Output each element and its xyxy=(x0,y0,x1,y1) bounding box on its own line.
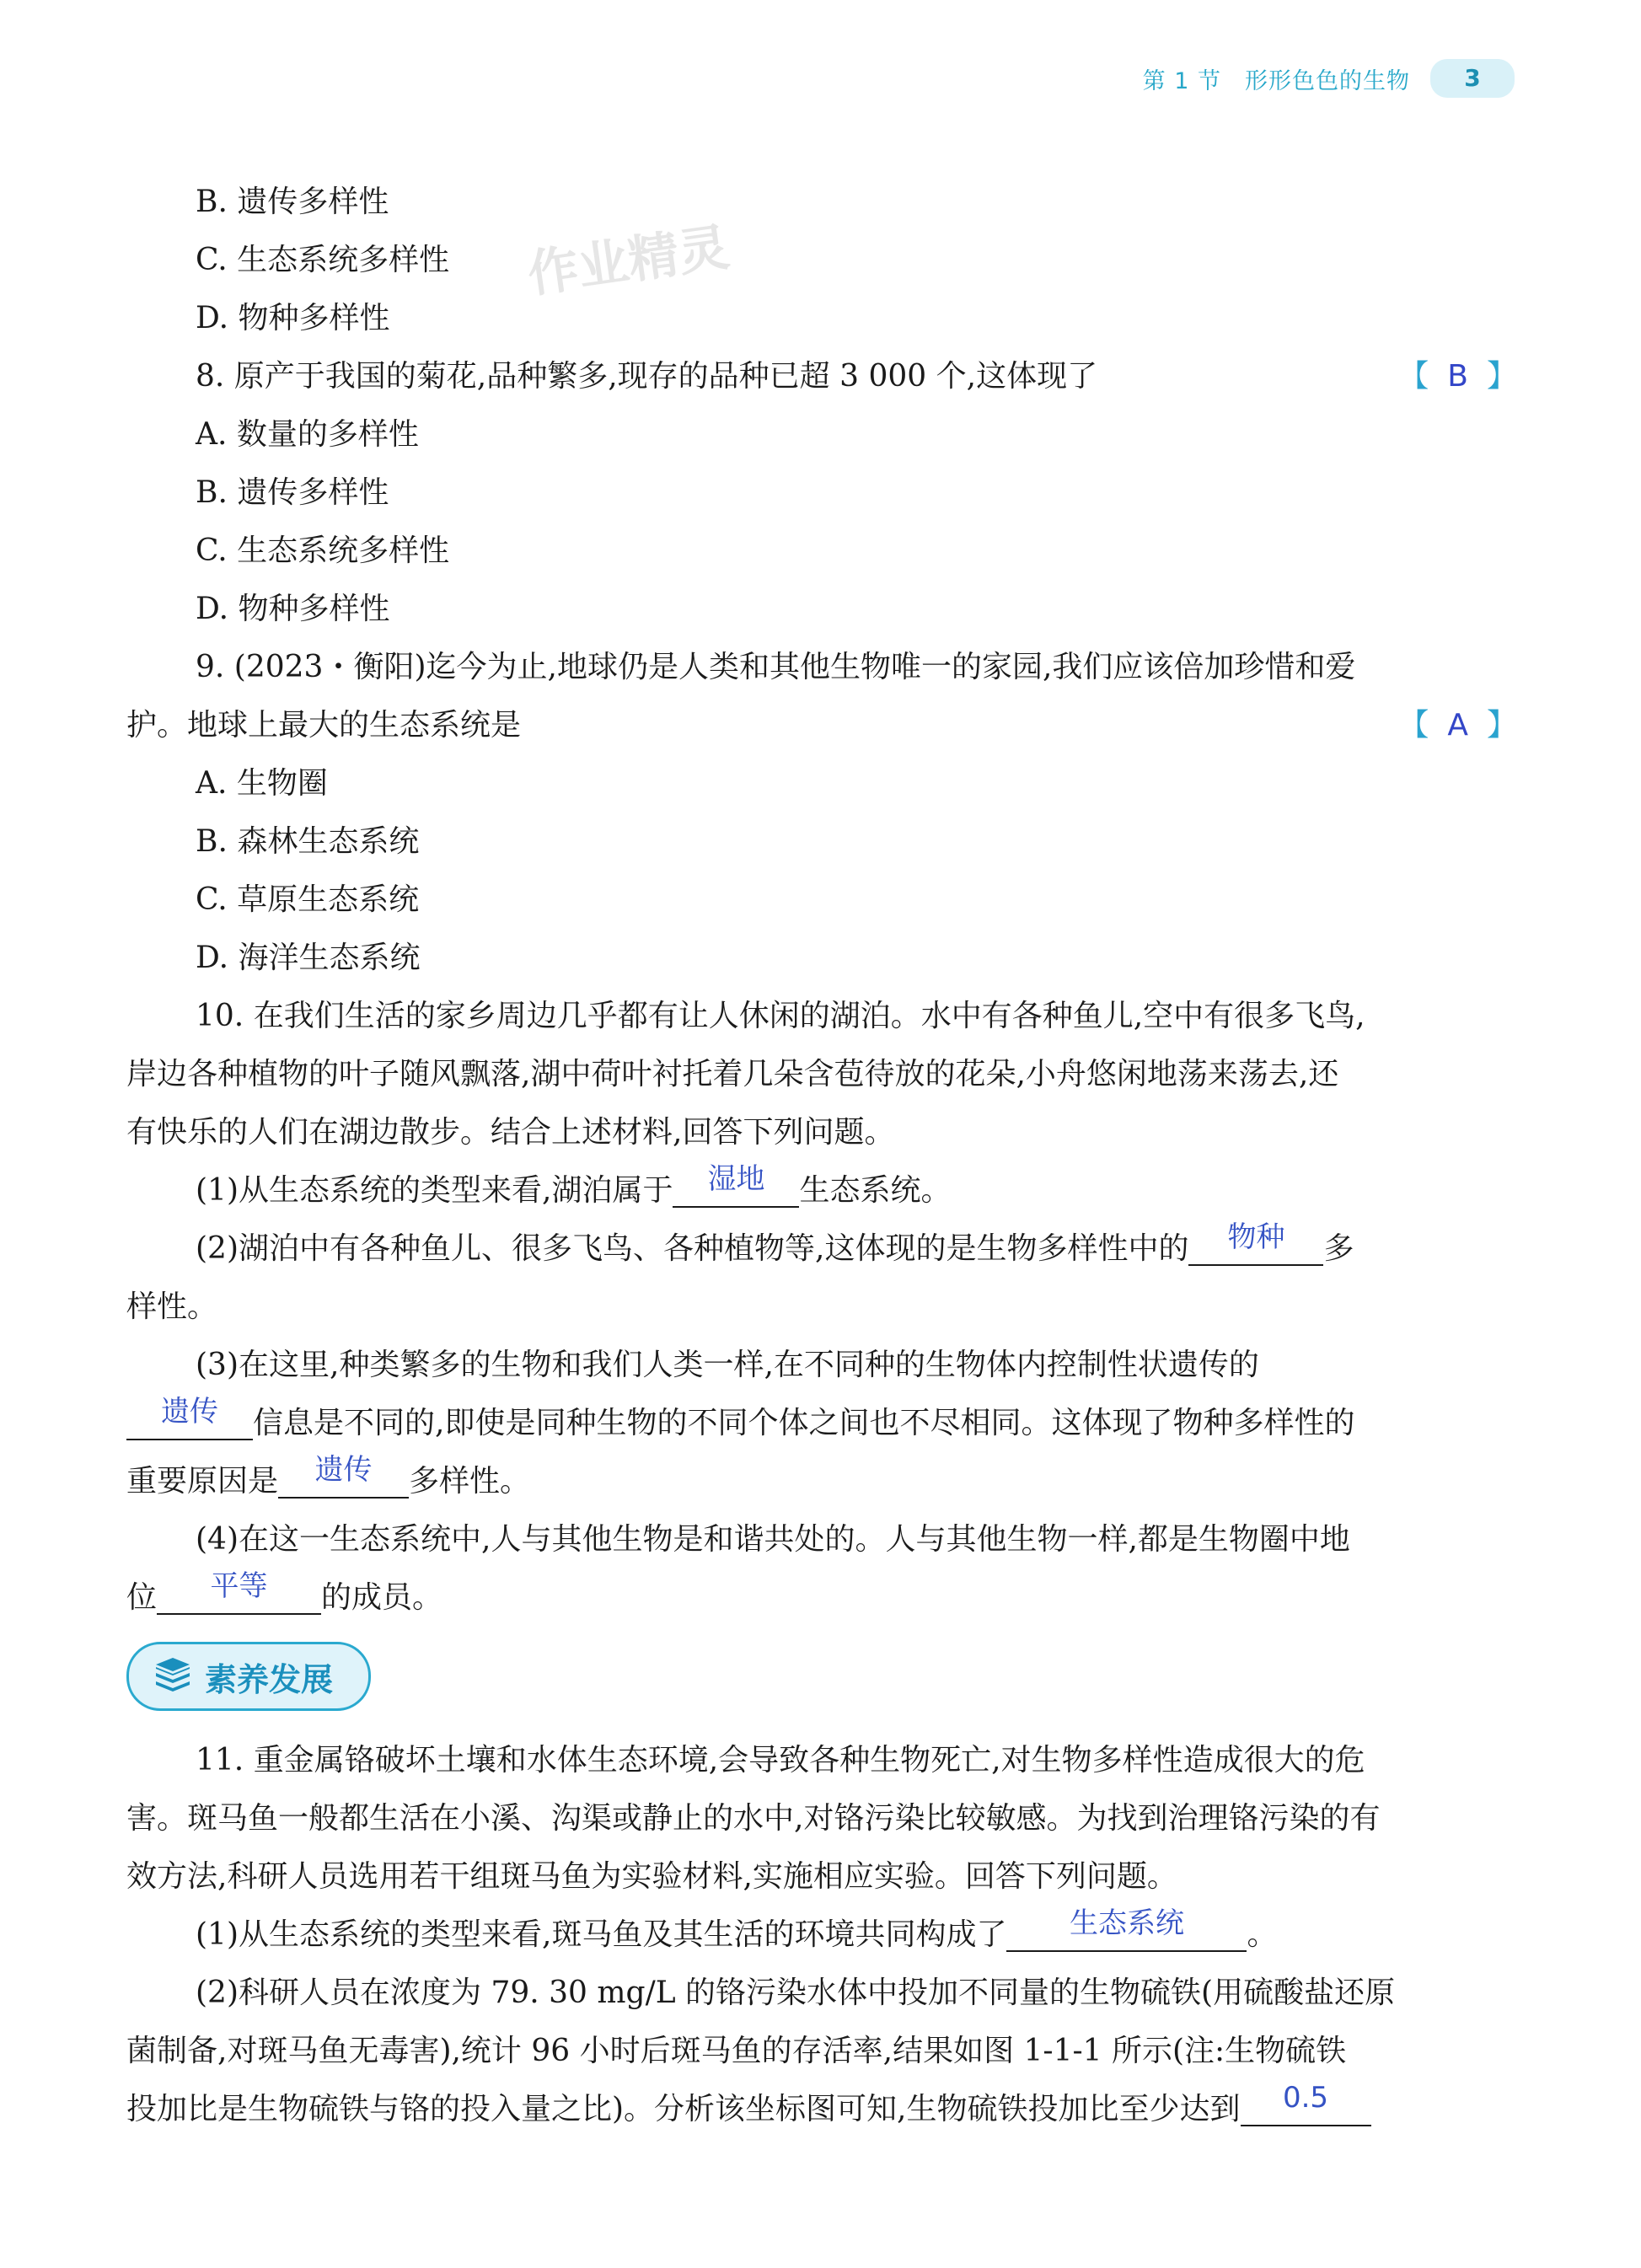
q10-part1-answer: 湿地 xyxy=(707,1162,765,1196)
q9-answer: A xyxy=(1447,708,1468,743)
q10-part2-blank xyxy=(1188,1220,1323,1266)
q10-part3-line1: (3)在这里,种类繁多的生物和我们人类一样,在不同种的生物体内控制性状遗传的 xyxy=(196,1348,1259,1382)
q11-part1-tail: 。 xyxy=(1247,1917,1278,1952)
q9-option-a: A. 生物圈 xyxy=(196,766,328,801)
q10-part3-text2: 重要原因是 xyxy=(126,1464,279,1499)
q11-part2-line1: (2)科研人员在浓度为 79. 30 mg/L 的铬污染水体中投加不同量的生物硫铁(用硫酸盐还原 xyxy=(196,1976,1396,2010)
q10-stem-line1: 10. 在我们生活的家乡周边几乎都有让人休闲的湖泊。水中有各种鱼儿,空中有很多飞鸟, xyxy=(196,999,1365,1033)
q10-part4-tail: 的成员。 xyxy=(321,1580,443,1615)
q11-stem-line3: 效方法,科研人员选用若干组斑马鱼为实验材料,实施相应实验。回答下列问题。 xyxy=(126,1859,1177,1894)
q10-part4-line2 xyxy=(126,1568,1517,1627)
q11-part1-blank xyxy=(1006,1906,1247,1952)
q10-part2 xyxy=(126,1220,1517,1278)
q10-part4-blank xyxy=(157,1569,321,1615)
section-heading xyxy=(126,1642,371,1711)
q10-stem-line3: 有快乐的人们在湖边散步。结合上述材料,回答下列问题。 xyxy=(126,1115,895,1150)
q10-part3-tail: 多样性。 xyxy=(409,1464,531,1499)
q11-part1-text: (1)从生态系统的类型来看,斑马鱼及其生活的环境共同构成了 xyxy=(196,1917,1007,1952)
q10-part3-line3 xyxy=(126,1452,1517,1510)
q11-part2-line3 xyxy=(126,2080,1517,2138)
q10-part3-text: 信息是不同的,即使是同种生物的不同个体之间也不尽相同。这体现了物种多样性的 xyxy=(253,1406,1355,1440)
q10-stem-line2: 岸边各种植物的叶子随风飘落,湖中荷叶衬托着几朵含苞待放的花朵,小舟悠闲地荡来荡去,还 xyxy=(126,1057,1339,1091)
q11-stem-line2: 害。斑马鱼一般都生活在小溪、沟渠或静止的水中,对铬污染比较敏感。为找到治理铬污染的有 xyxy=(126,1801,1381,1836)
q8-option-b: B. 遗传多样性 xyxy=(196,475,389,510)
q8-stem xyxy=(126,347,1517,405)
bracket-close: 】 xyxy=(1486,359,1517,394)
q11-part2-answer: 0.5 xyxy=(1282,2081,1329,2115)
q8-option-c: C. 生态系统多样性 xyxy=(196,533,450,568)
q11-part2-line2: 菌制备,对斑马鱼无毒害),统计 96 小时后斑马鱼的存活率,结果如图 1-1-1 所示(注:生物硫铁 xyxy=(126,2034,1347,2068)
q9-stem-line2 xyxy=(126,696,1517,754)
q10-part3-answer1: 遗传 xyxy=(161,1395,218,1429)
q9-option-d: D. 海洋生态系统 xyxy=(196,941,421,975)
q9-stem-line1: 9. (2023・衡阳)迄今为止,地球仍是人类和其他生物唯一的家园,我们应该倍加珍惜和爱 xyxy=(196,650,1356,684)
q11-part1-answer: 生态系统 xyxy=(1069,1906,1184,1940)
q7-option-d: D. 物种多样性 xyxy=(196,301,390,335)
q10-part2-text: (2)湖泊中有各种鱼儿、很多飞鸟、各种植物等,这体现的是生物多样性中的 xyxy=(196,1231,1189,1266)
q10-part3-blank1 xyxy=(126,1395,253,1440)
q10-part2-tail: 多 xyxy=(1323,1231,1354,1266)
q8-option-d: D. 物种多样性 xyxy=(196,592,390,626)
q11-part2-text: 投加比是生物硫铁与铬的投入量之比)。分析该坐标图可知,生物硫铁投加比至少达到 xyxy=(126,2092,1241,2126)
q8-stem-text: 8. 原产于我国的菊花,品种繁多,现存的品种已超 3 000 个,这体现了 xyxy=(196,359,1098,394)
q10-part4-answer: 平等 xyxy=(210,1569,268,1603)
watermark: 作业精灵 xyxy=(523,217,733,305)
bracket-open: 【 xyxy=(1398,359,1429,394)
q8-answer-bracket xyxy=(1329,347,1517,405)
books-stack-icon xyxy=(153,1656,193,1697)
q10-part1-tail: 生态系统。 xyxy=(799,1173,952,1208)
q11-part1 xyxy=(126,1906,1517,1964)
q9-stem-line2-text: 护。地球上最大的生态系统是 xyxy=(126,708,522,743)
q10-part3-line2 xyxy=(126,1394,1517,1452)
q11-part2-blank xyxy=(1241,2081,1371,2126)
section-heading-label: 素养发展 xyxy=(205,1660,334,1698)
q10-part3-blank2 xyxy=(278,1453,409,1499)
q10-part2-answer: 物种 xyxy=(1227,1220,1285,1254)
q7-option-c: C. 生态系统多样性 xyxy=(196,243,450,277)
q7-option-b: B. 遗传多样性 xyxy=(196,185,389,219)
q10-part1-text: (1)从生态系统的类型来看,湖泊属于 xyxy=(196,1173,673,1208)
bracket-close: 】 xyxy=(1486,708,1517,743)
q9-option-c: C. 草原生态系统 xyxy=(196,882,420,917)
q8-answer: B xyxy=(1447,359,1468,394)
q8-option-a: A. 数量的多样性 xyxy=(196,417,419,452)
q10-part1-blank xyxy=(673,1162,799,1208)
q10-part4-text: 位 xyxy=(126,1580,158,1615)
q10-part2-line2: 样性。 xyxy=(126,1289,218,1324)
q9-option-b: B. 森林生态系统 xyxy=(196,824,420,859)
q11-stem-line1: 11. 重金属铬破坏土壤和水体生态环境,会导致各种生物死亡,对生物多样性造成很大的危 xyxy=(196,1743,1365,1777)
section-title-header: 第 1 节 形形色色的生物 xyxy=(1142,67,1410,94)
page-content xyxy=(126,173,1517,2138)
page-number: 3 xyxy=(1430,59,1515,98)
q10-part3-answer2: 遗传 xyxy=(314,1453,373,1487)
bracket-open: 【 xyxy=(1398,708,1429,743)
q9-answer-bracket xyxy=(1398,696,1517,754)
q10-part1 xyxy=(126,1161,1517,1220)
page-header xyxy=(1143,59,1515,98)
q10-part4-line1: (4)在这一生态系统中,人与其他生物是和谐共处的。人与其他生物一样,都是生物圈中地 xyxy=(196,1522,1350,1557)
